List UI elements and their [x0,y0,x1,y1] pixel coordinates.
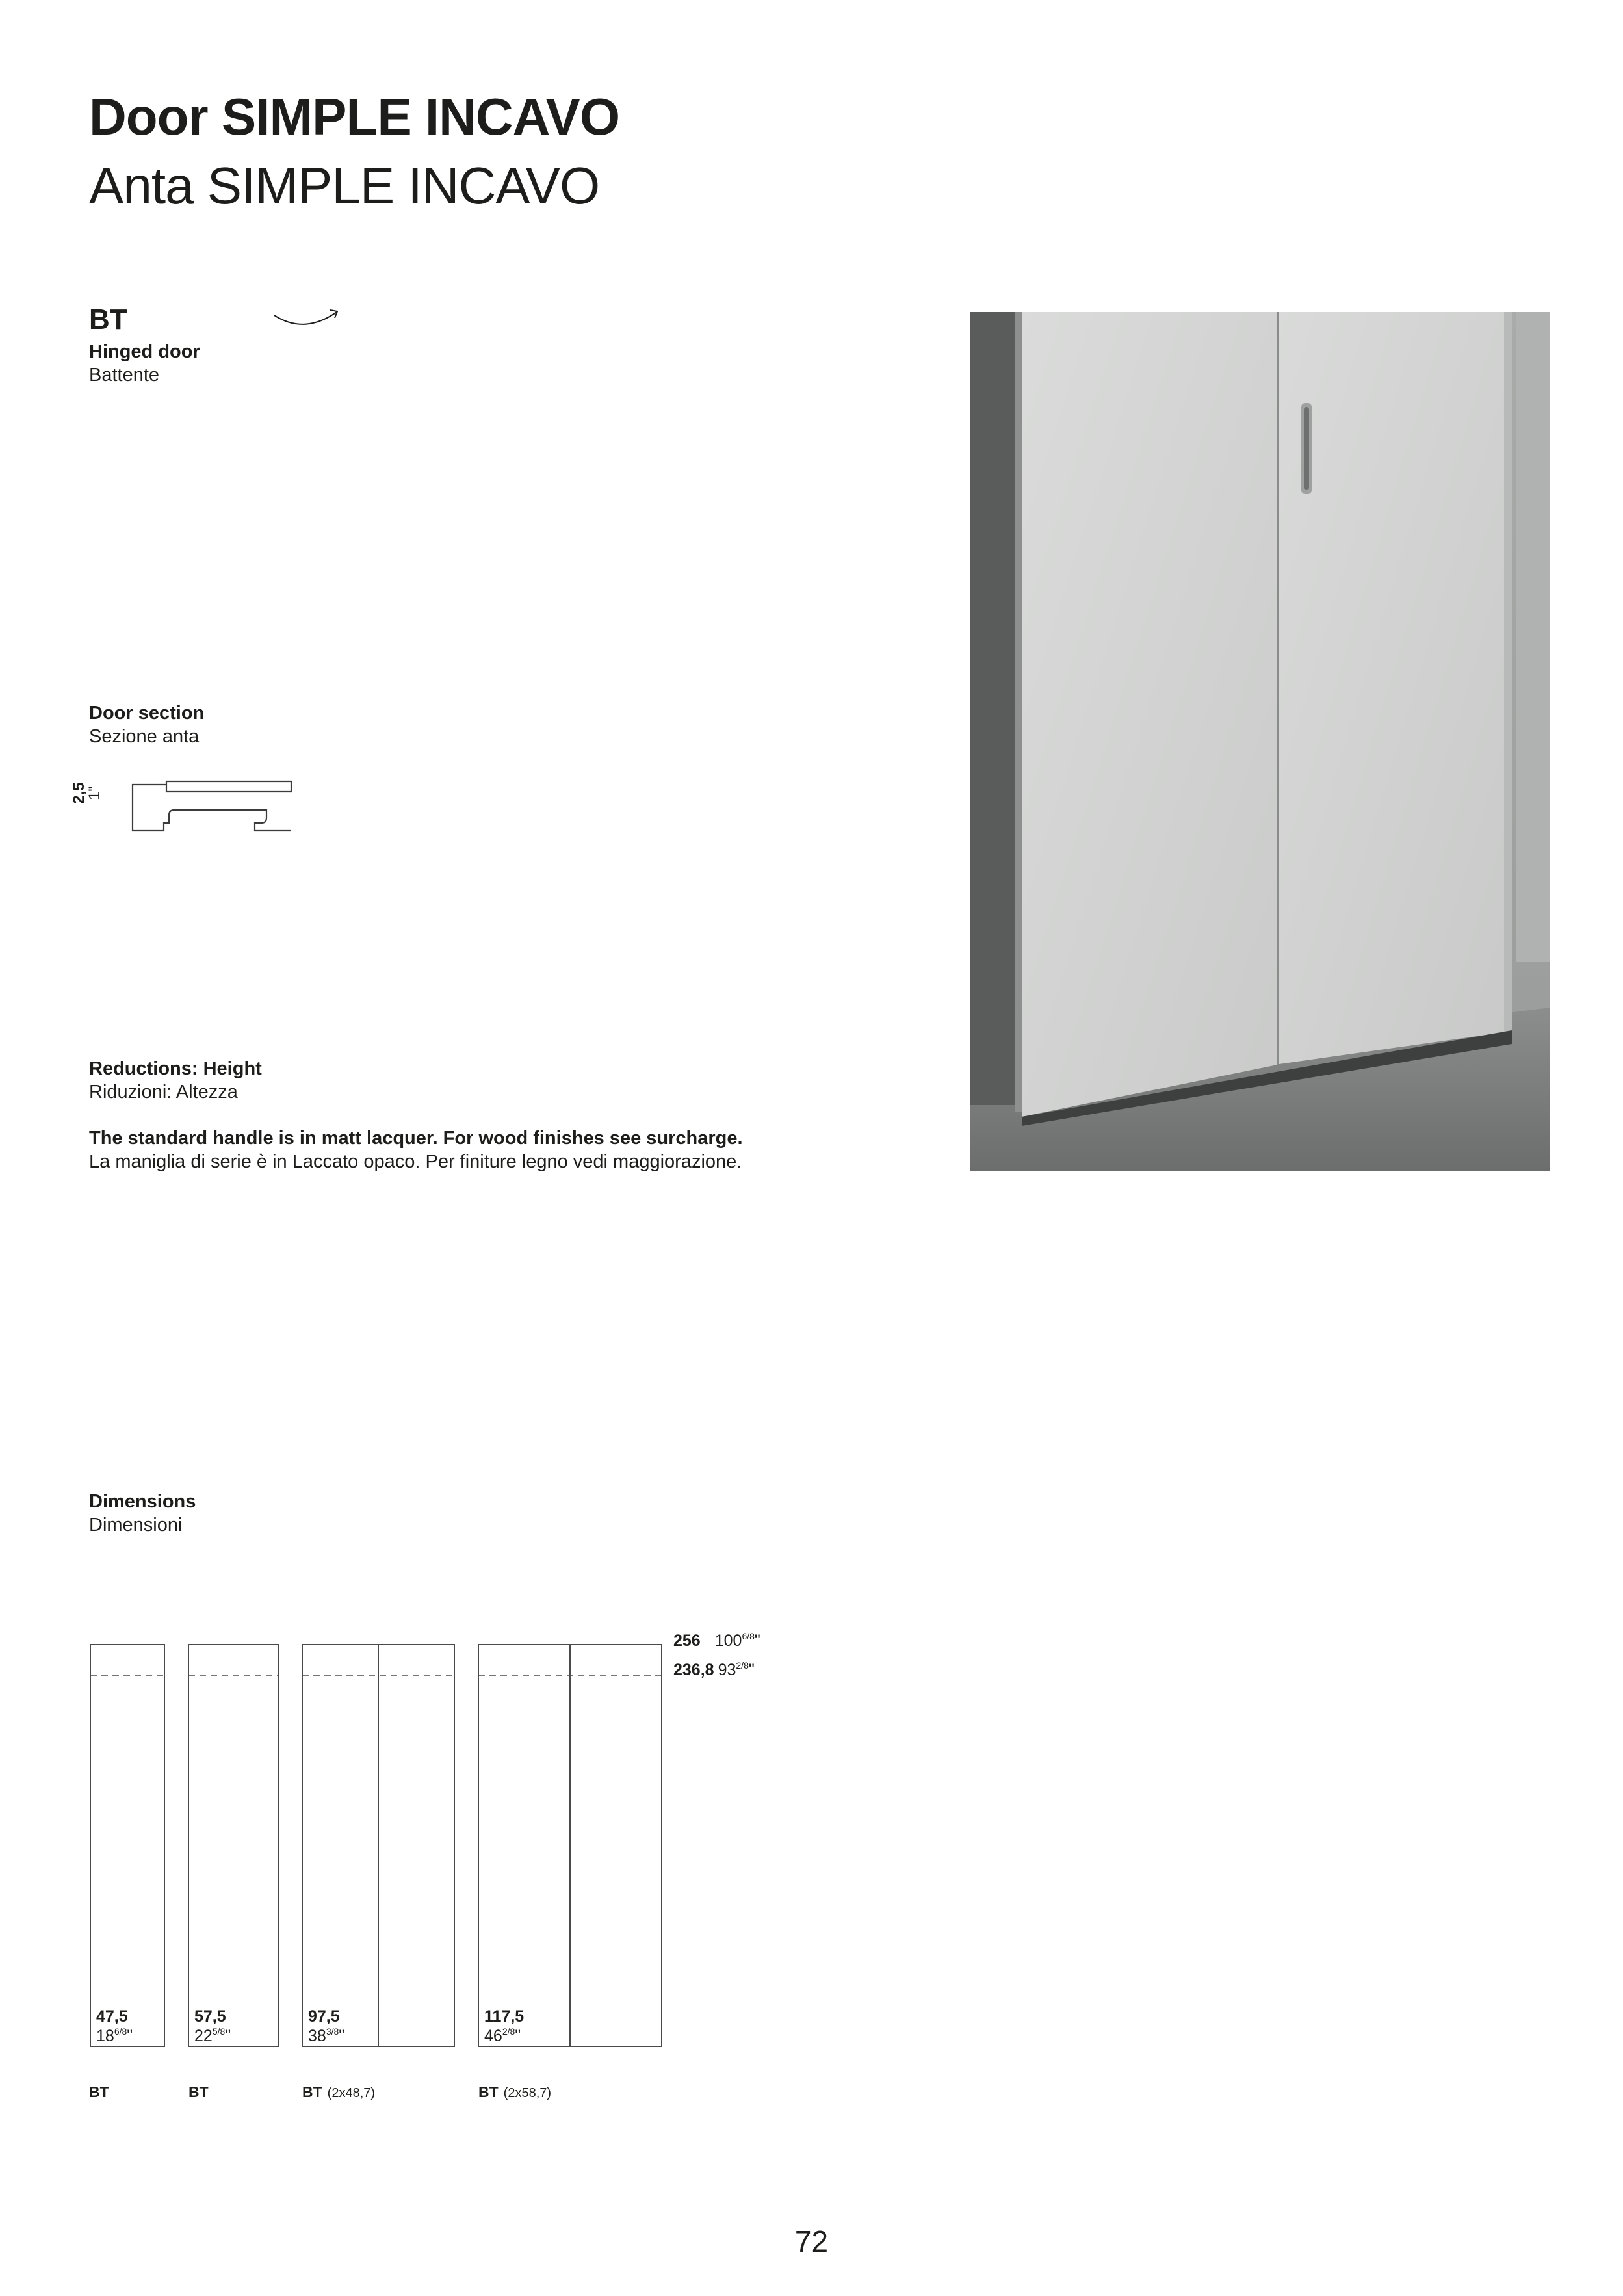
reductions-label-en: Reductions: Height [89,1058,262,1079]
unit-3-in-whole: 38 [308,2027,326,2045]
section-thickness-in: 1" [86,786,103,800]
unit-2-in-num: 5 [212,2026,218,2037]
height-reduced-cm: 236,8 [673,1661,714,1679]
unit-4-in-whole: 46 [484,2027,502,2045]
unit-1-code [89,2083,109,2100]
unit-1-in-num: 6 [114,2026,120,2037]
unit-4-code-text: BT [478,2083,499,2100]
unit-1-width-in: $18^6/8$" [96,2026,133,2045]
height-reduced-label: 236,8 $93^2/8$" [673,1660,755,1679]
elevations-drawing [0,1612,780,2119]
door-section-label-en: Door section [89,703,205,724]
unit-1-code-text: BT [89,2083,109,2100]
unit-3-in-den: 8 [333,2026,339,2037]
unit-4-in-den: 8 [510,2026,515,2037]
height-reduced-in-den: 8 [744,1660,749,1671]
unit-4-code [478,2083,551,2100]
unit-2-in-den: 8 [220,2026,226,2037]
height-reduced-in-whole: 93 [718,1661,736,1679]
door-section-profile-drawing [129,779,295,833]
door-code: BT [89,304,127,335]
height-reduced-in-num: 2 [736,1660,742,1671]
handle-note-it: La maniglia di serie è in Laccato opaco. Per finiture legno vedi maggiorazione. [89,1151,742,1172]
unit-2-code-text: BT [188,2083,209,2100]
reductions-label-it: Riduzioni: Altezza [89,1082,238,1102]
elevation-unit-1 [90,1645,164,2046]
unit-1-in-whole: 18 [96,2027,114,2045]
unit-2-width-in: $22^5/8$" [194,2026,231,2045]
unit-3-code-text: BT [302,2083,322,2100]
product-photo [970,312,1550,1171]
height-full-in-num: 6 [742,1631,747,1641]
unit-3-in-num: 3 [326,2026,331,2037]
section-thickness-cm: 2,5 [70,782,88,804]
unit-3-width-in: $38^3/8$" [308,2026,345,2045]
handle-note-en: The standard handle is in matt lacquer. For wood finishes see surcharge. [89,1128,743,1149]
page-subtitle: Anta SIMPLE INCAVO [89,157,600,215]
door-type-label-it: Battente [89,365,160,385]
unit-2-code [188,2083,209,2100]
unit-4-code-sub: (2x58,7) [503,2086,552,2100]
page-number: 72 [794,2224,829,2258]
unit-1-in-den: 8 [122,2026,127,2037]
unit-3-code [302,2083,375,2100]
door-type-label-en: Hinged door [89,341,200,362]
unit-4-width-in: $46^2/8$" [484,2026,521,2045]
unit-3-code-sub: (2x48,7) [327,2086,376,2100]
unit-2-in-whole: 22 [194,2027,213,2045]
page-title: Door SIMPLE INCAVO [89,88,620,146]
unit-4-width-cm: 117,5 [484,2007,525,2026]
hinged-door-swing-arrow-icon [272,306,343,332]
dimensions-label-en: Dimensions [89,1491,196,1512]
height-full-label: 256 $100^6/8$" [673,1631,760,1650]
unit-1-width-cm: 47,5 [96,2007,128,2026]
unit-3-width-cm: 97,5 [308,2007,340,2026]
unit-2-width-cm: 57,5 [194,2007,226,2026]
height-full-in-whole: 100 [714,1632,742,1650]
door-section-label-it: Sezione anta [89,726,200,747]
unit-4-in-num: 2 [502,2026,508,2037]
dimensions-label-it: Dimensioni [89,1515,183,1535]
elevation-unit-2 [188,1645,278,2046]
height-full-cm: 256 [673,1632,701,1650]
height-full-in-den: 8 [749,1631,755,1641]
